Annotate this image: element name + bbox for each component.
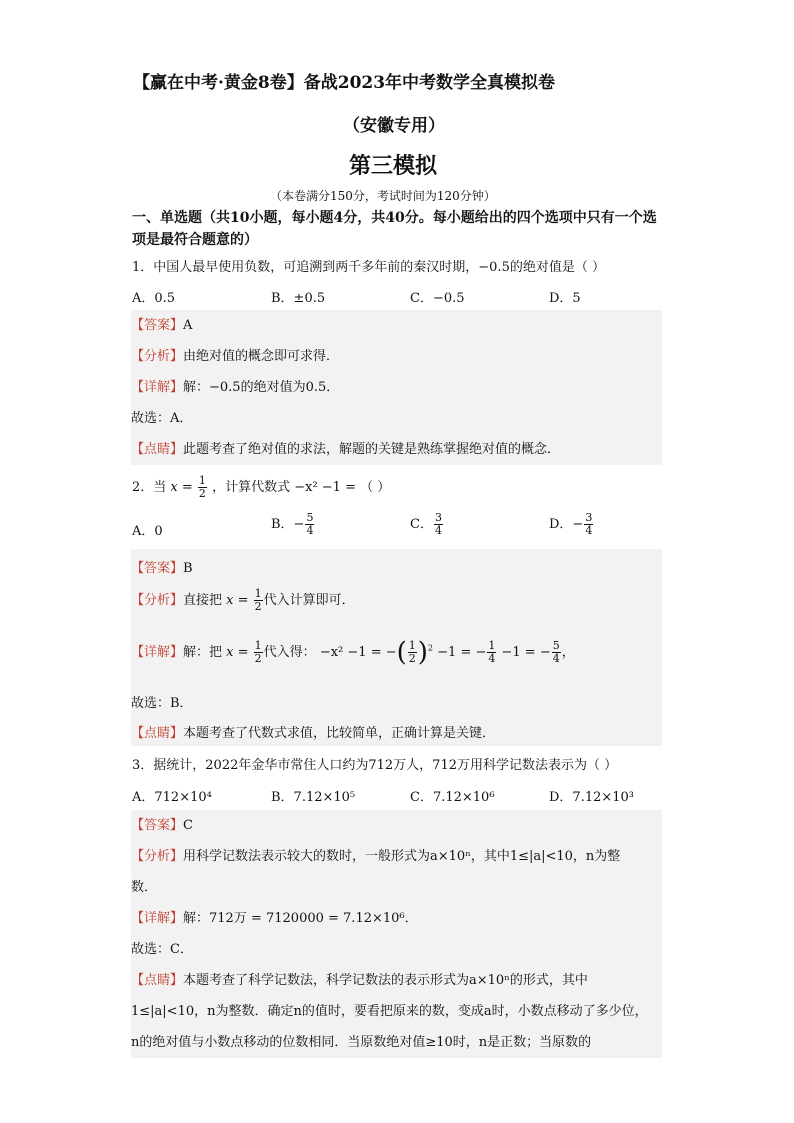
q2-stem — [132, 475, 390, 500]
q2-stem-c: （ ） — [360, 480, 391, 495]
q2-detail-expr2: −1 = − — [437, 645, 487, 660]
frac-num: 1 — [254, 639, 262, 652]
frac-den: 4 — [585, 524, 593, 537]
q1-comment: 此题考查了绝对值的求法，解题的关键是熟练掌握绝对值的概念． — [183, 442, 561, 457]
analysis-tag: 【分析】 — [131, 349, 184, 364]
q3-solution — [131, 810, 662, 1058]
frac-num: 5 — [552, 639, 560, 652]
fraction-half — [198, 475, 207, 500]
q2-option-b — [271, 512, 315, 537]
q3-option-b: B．7.12×10⁵ — [271, 790, 356, 805]
comment-tag: 【点睛】 — [131, 726, 184, 741]
q1-option-b: B．±0.5 — [271, 291, 326, 306]
frac-num: 1 — [198, 474, 206, 487]
answer-tag: 【答案】 — [131, 818, 184, 833]
frac-num: 1 — [408, 639, 416, 652]
q2-analysis-a: 直接把 — [183, 593, 223, 608]
q2-option-c — [410, 512, 444, 537]
exam-name: 第三模拟 — [349, 153, 438, 179]
q2-detail-line — [131, 637, 575, 668]
q2-comment-line — [131, 722, 495, 741]
q2-c-prefix: C． — [410, 517, 433, 532]
q3-option-c: C．7.12×10⁶ — [410, 790, 495, 805]
answer-tag: 【答案】 — [131, 561, 184, 576]
q1-answer: A — [183, 318, 193, 333]
q3-comment: 本题考查了科学记数法，科学记数法的表示形式为a×10ⁿ的形式，其中 — [183, 973, 588, 988]
analysis-tag: 【分析】 — [131, 593, 184, 608]
frac-num: 3 — [434, 511, 442, 524]
frac-den: 4 — [488, 652, 496, 665]
frac-den: 2 — [254, 652, 262, 665]
frac-den: 2 — [254, 600, 262, 613]
document-title: 【赢在中考·黄金8卷】备战2023年中考数学全真模拟卷 — [133, 73, 556, 93]
q2-stem-a: 2．当 — [132, 480, 167, 495]
q3-stem: 3．据统计，2022年金华市常住人口约为712万人，712万用科学记数法表示为（ ） — [132, 758, 618, 773]
q2-detail-end: ， — [561, 645, 575, 660]
document-subtitle: （安徽专用） — [343, 116, 445, 136]
answer-tag: 【答案】 — [131, 318, 184, 333]
q2-detail-expr3: −1 = − — [501, 645, 551, 660]
q3-answer: C — [183, 818, 193, 833]
frac-num: 3 — [585, 511, 593, 524]
q3-comment-l3: n的绝对值与小数点移动的位数相同．当原数绝对值≥10时，n是正数；当原数的 — [131, 1035, 592, 1050]
section-heading: 一、单选题（共10小题，每小题4分，共40分。每小题给出的四个选项中只有一个选项是最符合题意的） — [132, 210, 657, 248]
analysis-tag: 【分析】 — [131, 849, 184, 864]
q1-option-a: A．0.5 — [132, 291, 176, 306]
detail-tag: 【详解】 — [131, 380, 184, 395]
q3-option-d: D．7.12×10³ — [549, 790, 635, 805]
right-paren: ) — [417, 637, 428, 668]
q3-answer-line — [131, 810, 662, 841]
q2-stem-b: ，计算代数式 — [212, 480, 291, 495]
q2-comment: 本题考查了代数式求值，比较简单，正确计算是关键． — [183, 726, 496, 741]
q3-option-a: A．712×10⁴ — [132, 790, 212, 805]
q2-analysis-b: 代入计算即可． — [263, 593, 355, 608]
detail-tag: 【详解】 — [131, 911, 184, 926]
q3-detail-line — [131, 903, 662, 934]
q1-solution — [131, 310, 662, 465]
q1-analysis-line — [131, 341, 662, 372]
q2-analysis-line — [131, 588, 355, 613]
q1-choose: 故选：A． — [131, 411, 193, 426]
detail-tag: 【详解】 — [131, 645, 184, 660]
left-paren: ( — [396, 637, 407, 668]
q1-stem: 1．中国人最早使用负数，可追溯到两千多年前的秦汉时期，−0.5的绝对值是（ ） — [132, 260, 605, 275]
exam-note: （本卷满分150分，考试时间为120分钟） — [270, 189, 496, 203]
q3-comment-line — [131, 965, 662, 996]
q2-b-prefix: B．− — [271, 517, 305, 532]
frac-num: 1 — [488, 639, 496, 652]
q1-option-d: D．5 — [549, 291, 581, 306]
q2-d-prefix: D．− — [549, 517, 584, 532]
q2-detail-expr1: −x² −1 = − — [319, 645, 397, 660]
comment-tag: 【点睛】 — [131, 442, 184, 457]
frac-den: 2 — [408, 652, 416, 665]
q3-comment-l2: 1≤|a|<10，n为整数．确定n的值时，要看把原来的数，变成a时，小数点移动了多少位， — [131, 1004, 648, 1019]
q3-detail: 解：712万 = 7120000 = 7.12×10⁶． — [183, 911, 418, 926]
q3-analysis: 用科学记数法表示较大的数时，一般形式为a×10ⁿ，其中1≤|a|<10，n为整 — [183, 849, 621, 864]
q2-stem-expr: −x² −1 = — [294, 480, 356, 495]
q2-analysis-var: x = — [226, 593, 249, 608]
q3-choose: 故选：C． — [131, 942, 193, 957]
q2-option-d — [549, 512, 594, 537]
frac-num: 5 — [306, 511, 314, 524]
q2-answer: B — [183, 561, 193, 576]
q1-detail-line — [131, 372, 662, 403]
q2-stem-var: x = — [170, 480, 193, 495]
frac-den: 4 — [434, 524, 442, 537]
frac-den: 2 — [198, 487, 206, 500]
q3-analysis-cont: 数． — [131, 880, 158, 895]
q1-analysis: 由绝对值的概念即可求得． — [183, 349, 340, 364]
frac-den: 4 — [552, 652, 560, 665]
frac-den: 4 — [306, 524, 314, 537]
q2-choose: 故选：B． — [131, 696, 193, 711]
comment-tag: 【点睛】 — [131, 973, 184, 988]
q1-comment-line — [131, 434, 662, 465]
exponent: 2 — [427, 643, 434, 653]
q2-detail-a: 解：把 — [183, 645, 223, 660]
q1-option-c: C．−0.5 — [410, 291, 465, 306]
q1-answer-line — [131, 310, 662, 341]
q3-analysis-line — [131, 841, 662, 872]
frac-num: 1 — [254, 587, 262, 600]
q2-option-a: A．0 — [132, 524, 163, 539]
q2-answer-line — [131, 557, 193, 576]
q2-detail-var: x = — [226, 645, 249, 660]
q2-detail-b: 代入得： — [263, 645, 316, 660]
q1-detail: 解：−0.5的绝对值为0.5． — [183, 380, 340, 395]
